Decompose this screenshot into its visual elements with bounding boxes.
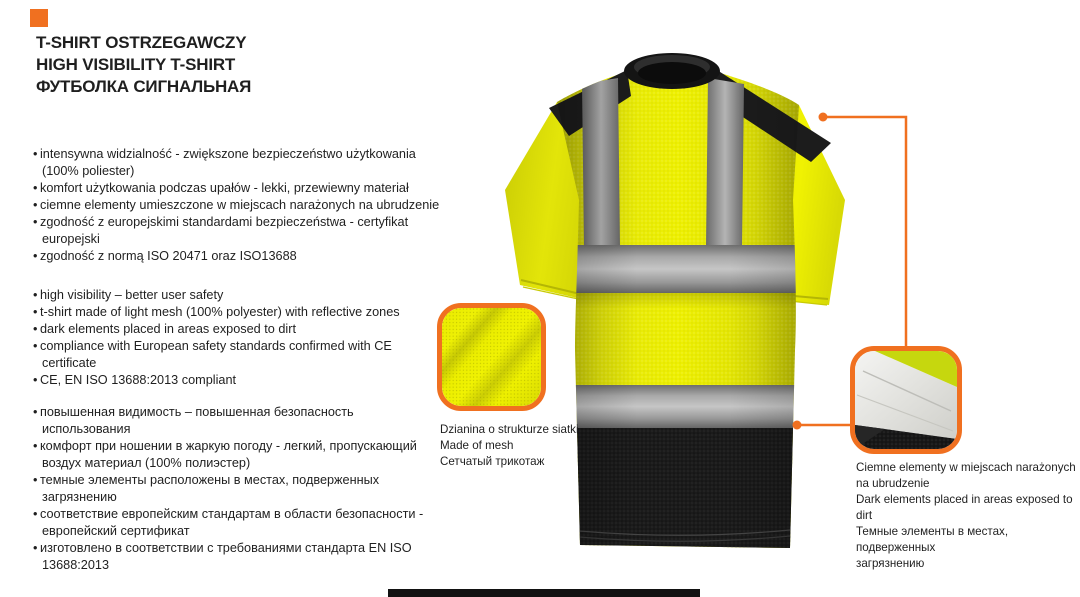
feature-item-en: • dark elements placed in areas exposed to dirt bbox=[33, 321, 441, 338]
feature-item-ru: • изготовлено в соответствии с требованиями стандарта EN ISO 13688:2013 bbox=[33, 540, 441, 574]
dark-caption-line: Ciemne elementy w miejscach narażonych bbox=[856, 461, 1076, 474]
feature-item-ru: • темные элементы расположены в местах, подверженных загрязнению bbox=[33, 472, 441, 506]
features-english bbox=[33, 287, 441, 389]
footer-bar bbox=[388, 589, 700, 597]
features-russian bbox=[33, 404, 441, 574]
mesh-caption-line: Made of mesh bbox=[440, 439, 514, 452]
brand-mark-square bbox=[30, 9, 48, 27]
mesh-detail-thumbnail bbox=[437, 303, 546, 411]
feature-item-pl: • intensywna widzialność - zwiększone bezpieczeństwo użytkowania (100% poliester) bbox=[33, 146, 441, 180]
page-title-line: ФУТБОЛКА СИГНАЛЬНАЯ bbox=[36, 77, 252, 96]
feature-item-ru: • повышенная видимость – повышенная безопасность использования bbox=[33, 404, 441, 438]
feature-item-en: • high visibility – better user safety bbox=[33, 287, 441, 304]
dark-caption-line: na ubrudzenie bbox=[856, 477, 930, 490]
mesh-caption-line: Сетчатый трикотаж bbox=[440, 455, 545, 468]
feature-item-pl: • zgodność z europejskimi standardami bezpieczeństwa - certyfikat europejski bbox=[33, 214, 441, 248]
dark-caption-line: Dark elements placed in areas exposed to dirt bbox=[856, 493, 1073, 522]
feature-item-pl: • zgodność z normą ISO 20471 oraz ISO13688 bbox=[33, 248, 441, 265]
mesh-caption-line: Dzianina o strukturze siatki bbox=[440, 423, 579, 436]
dark-caption-line: Темные элементы в местах, подверженных bbox=[856, 525, 1009, 554]
feature-item-ru: • комфорт при ношении в жаркую погоду - легкий, пропускающий воздух материал (100% полиэстер) bbox=[33, 438, 441, 472]
tshirt-collar bbox=[624, 53, 720, 89]
dark-detail-thumbnail bbox=[850, 346, 962, 454]
feature-item-pl: • ciemne elementy umieszczone w miejscach narażonych na ubrudzenie bbox=[33, 197, 441, 214]
feature-item-ru: • соответствие европейским стандартам в области безопасности - европейский сертификат bbox=[33, 506, 441, 540]
dark-caption bbox=[856, 460, 1080, 572]
page-title-line: HIGH VISIBILITY T-SHIRT bbox=[36, 55, 236, 74]
page-title-line: T-SHIRT OSTRZEGAWCZY bbox=[36, 33, 247, 52]
feature-item-en: • CE, EN ISO 13688:2013 compliant bbox=[33, 372, 441, 389]
feature-item-en: • compliance with European safety standards confirmed with CE certificate bbox=[33, 338, 441, 372]
features-polish bbox=[33, 146, 441, 265]
dark-caption-line: загрязнению bbox=[856, 557, 925, 570]
mesh-caption bbox=[440, 422, 660, 470]
feature-item-pl: • komfort użytkowania podczas upałów - lekki, przewiewny materiał bbox=[33, 180, 441, 197]
feature-item-en: • t-shirt made of light mesh (100% polyester) with reflective zones bbox=[33, 304, 441, 321]
page-title bbox=[36, 32, 456, 98]
